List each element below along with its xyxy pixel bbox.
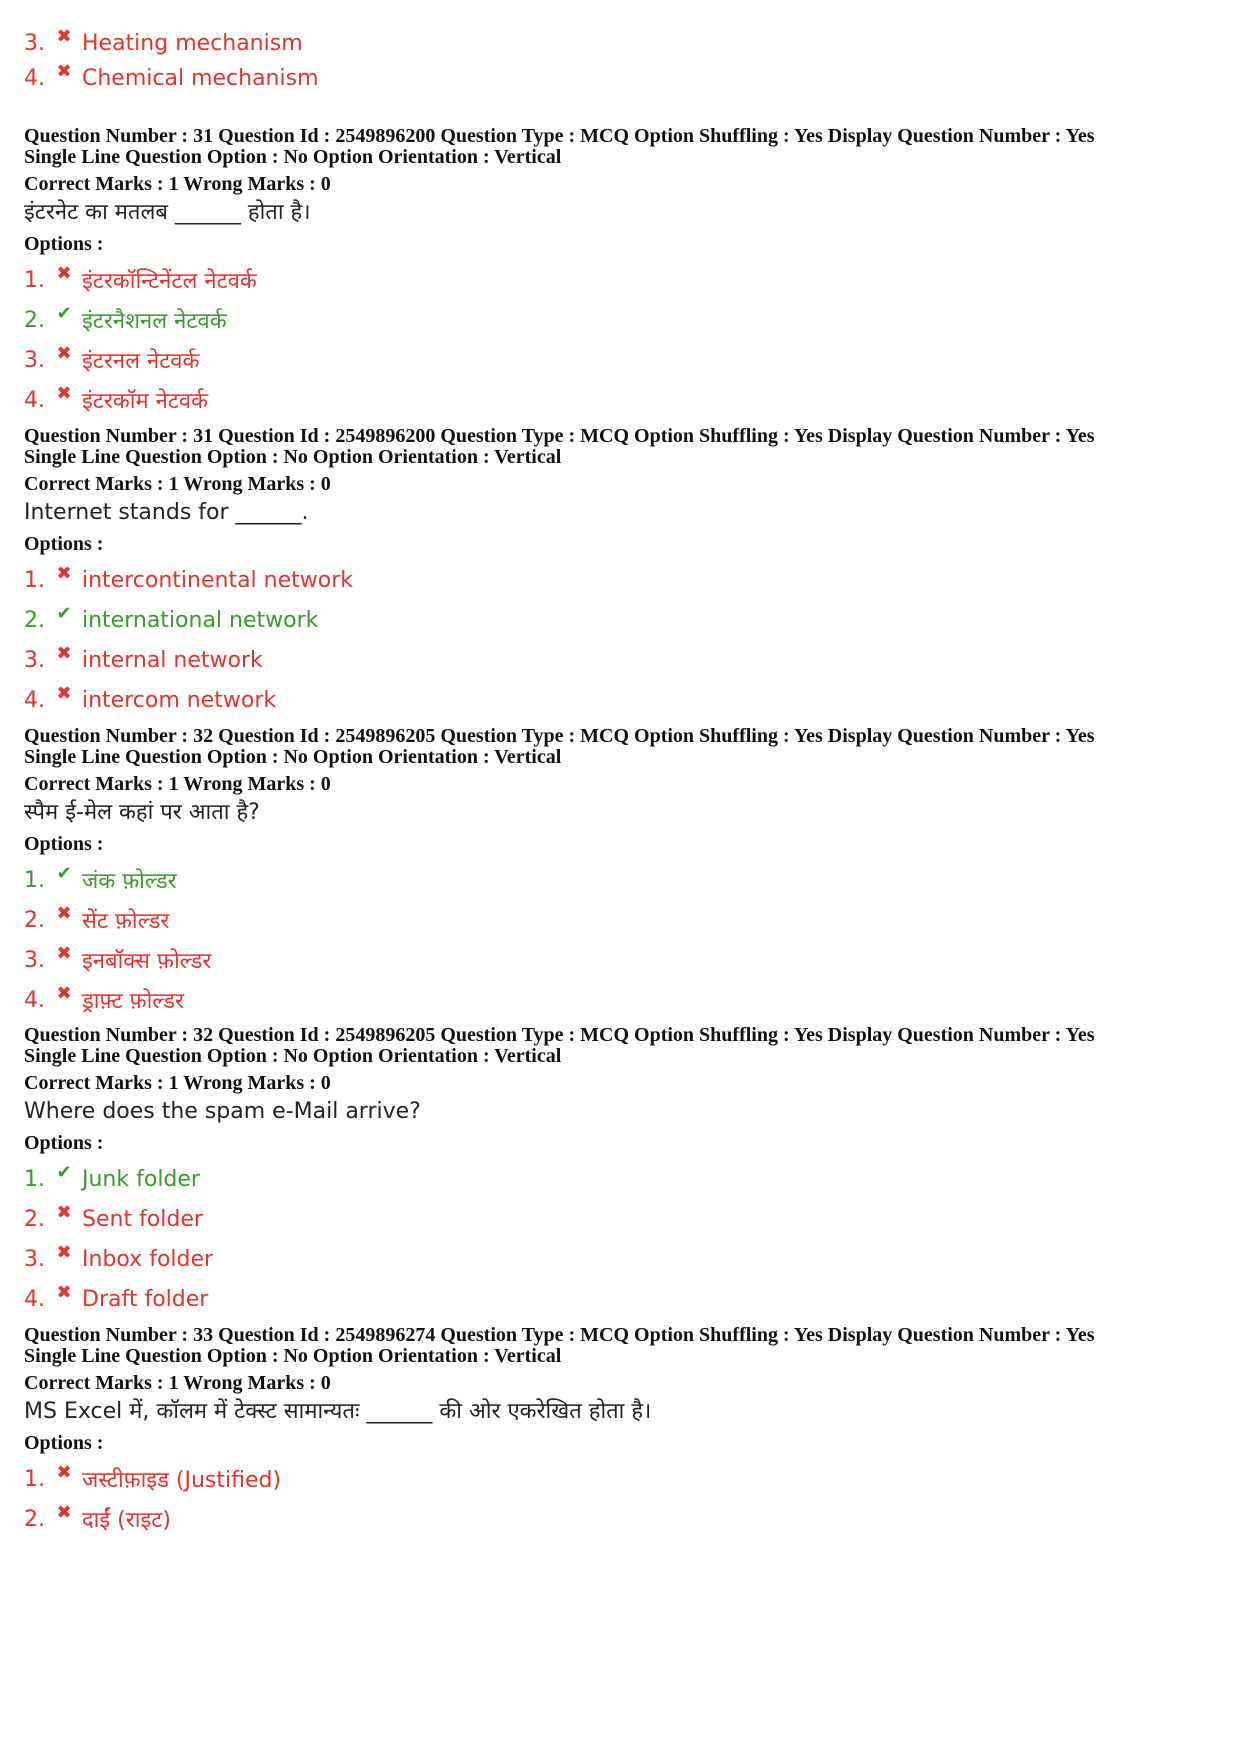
option-row	[24, 1199, 1224, 1239]
check-icon: ✔	[56, 862, 72, 884]
question-meta: Single Line Question Option : No Option Orientation : Vertical	[24, 1345, 562, 1367]
option-text: इंटरकॉम नेटवर्क	[82, 389, 209, 414]
cross-icon: ✖	[56, 642, 72, 664]
question-meta: Question Number : 32 Question Id : 2549896205 Question Type : MCQ Option Shuffling : Yes Display Question Number : Yes	[24, 725, 1095, 747]
question-meta: Single Line Question Option : No Option Orientation : Vertical	[24, 1045, 562, 1067]
cross-icon: ✖	[56, 1501, 72, 1523]
option-text: intercom network	[82, 687, 277, 713]
option-text: सेंट फ़ोल्डर	[82, 909, 170, 934]
option-row	[24, 300, 1224, 340]
question-marks: Correct Marks : 1 Wrong Marks : 0	[24, 173, 331, 195]
option-number: 3.	[24, 30, 45, 56]
question-block	[24, 1325, 1224, 1539]
option-number: 1.	[24, 267, 45, 293]
options-list	[24, 260, 1224, 420]
option-row	[24, 860, 1224, 900]
options-label: Options :	[24, 1132, 104, 1154]
question-text: Internet stands for ______.	[24, 500, 309, 525]
options-list	[24, 560, 1224, 720]
options-label: Options :	[24, 1432, 104, 1454]
cross-icon: ✖	[56, 902, 72, 924]
option-text: इंटरनल नेटवर्क	[82, 349, 200, 374]
question-meta: Question Number : 31 Question Id : 2549896200 Question Type : MCQ Option Shuffling : Yes Display Question Number : Yes	[24, 125, 1095, 147]
option-row	[24, 940, 1224, 980]
cross-icon: ✖	[56, 682, 72, 704]
option-row	[24, 1279, 1224, 1319]
question-meta: Question Number : 31 Question Id : 2549896200 Question Type : MCQ Option Shuffling : Yes Display Question Number : Yes	[24, 425, 1095, 447]
option-row	[24, 600, 1224, 640]
cross-icon: ✖	[56, 562, 72, 584]
question-marks: Correct Marks : 1 Wrong Marks : 0	[24, 773, 331, 795]
cross-icon: ✖	[56, 1241, 72, 1263]
options-list	[24, 1459, 1224, 1539]
option-row	[24, 340, 1224, 380]
option-text: international network	[82, 607, 319, 633]
option-text: Heating mechanism	[82, 30, 303, 56]
question-meta: Single Line Question Option : No Option Orientation : Vertical	[24, 146, 562, 168]
option-number: 2.	[24, 307, 45, 333]
option-number: 2.	[24, 1506, 45, 1532]
option-text: जंक फ़ोल्डर	[82, 869, 177, 894]
question-meta: Question Number : 32 Question Id : 2549896205 Question Type : MCQ Option Shuffling : Yes Display Question Number : Yes	[24, 1024, 1095, 1046]
question-meta: Question Number : 33 Question Id : 2549896274 Question Type : MCQ Option Shuffling : Yes Display Question Number : Yes	[24, 1324, 1095, 1346]
option-row	[24, 380, 1224, 420]
option-row	[24, 1499, 1224, 1539]
option-row	[24, 900, 1224, 940]
cross-icon: ✖	[56, 1281, 72, 1303]
option-row	[24, 1159, 1224, 1199]
question-block	[24, 726, 1224, 1020]
option-number: 2.	[24, 907, 45, 933]
option-text: इंटरकॉन्टिनेंटल नेटवर्क	[82, 269, 257, 294]
cross-icon: ✖	[56, 942, 72, 964]
option-row	[24, 980, 1224, 1020]
question-block	[24, 426, 1224, 720]
option-text: Inbox folder	[82, 1246, 214, 1272]
option-row	[24, 260, 1224, 300]
option-text: दाईं (राइट)	[82, 1508, 171, 1533]
option-number: 3.	[24, 1246, 45, 1272]
option-number: 4.	[24, 387, 45, 413]
check-icon: ✔	[56, 1161, 72, 1183]
question-block	[24, 1025, 1224, 1319]
option-row	[24, 25, 303, 58]
cross-icon: ✖	[56, 342, 72, 364]
option-number: 1.	[24, 1166, 45, 1192]
question-meta: Single Line Question Option : No Option Orientation : Vertical	[24, 746, 562, 768]
option-number: 4.	[24, 687, 45, 713]
question-block	[24, 126, 1224, 420]
check-icon: ✔	[56, 302, 72, 324]
option-row	[24, 1239, 1224, 1279]
cross-icon: ✖	[56, 25, 72, 47]
cross-icon: ✖	[56, 60, 72, 82]
options-label: Options :	[24, 833, 104, 855]
cross-icon: ✖	[56, 1461, 72, 1483]
question-text: MS Excel में, कॉलम में टेक्स्ट सामान्यतः ______ की ओर एकरेखित होता है।	[24, 1399, 652, 1424]
option-row	[24, 680, 1224, 720]
option-number: 1.	[24, 1466, 45, 1492]
option-number: 4.	[24, 1286, 45, 1312]
option-number: 3.	[24, 347, 45, 373]
option-number: 2.	[24, 1206, 45, 1232]
option-row	[24, 640, 1224, 680]
option-number: 3.	[24, 947, 45, 973]
option-number: 3.	[24, 647, 45, 673]
question-text: इंटरनेट का मतलब ______ होता है।	[24, 200, 311, 225]
question-text: स्पैम ई-मेल कहां पर आता है?	[24, 800, 260, 825]
question-marks: Correct Marks : 1 Wrong Marks : 0	[24, 1072, 331, 1094]
option-number: 4.	[24, 65, 45, 91]
options-list	[24, 860, 1224, 1020]
options-list	[24, 1159, 1224, 1319]
option-text: Junk folder	[82, 1166, 200, 1192]
option-text: इनबॉक्स फ़ोल्डर	[82, 949, 212, 974]
check-icon: ✔	[56, 602, 72, 624]
option-number: 1.	[24, 867, 45, 893]
option-number: 1.	[24, 567, 45, 593]
option-row	[24, 560, 1224, 600]
question-meta: Single Line Question Option : No Option Orientation : Vertical	[24, 446, 562, 468]
option-number: 2.	[24, 607, 45, 633]
option-text: Sent folder	[82, 1206, 203, 1232]
question-text: Where does the spam e-Mail arrive?	[24, 1099, 421, 1124]
cross-icon: ✖	[56, 1201, 72, 1223]
question-marks: Correct Marks : 1 Wrong Marks : 0	[24, 1372, 331, 1394]
option-number: 4.	[24, 987, 45, 1013]
option-text: intercontinental network	[82, 567, 353, 593]
option-row	[24, 60, 319, 93]
option-text: ड्राफ़्ट फ़ोल्डर	[82, 989, 185, 1014]
options-label: Options :	[24, 233, 104, 255]
cross-icon: ✖	[56, 262, 72, 284]
option-text: जस्टीफ़ाइड (Justified)	[82, 1468, 282, 1493]
option-text: इंटरनैशनल नेटवर्क	[82, 309, 227, 334]
options-label: Options :	[24, 533, 104, 555]
cross-icon: ✖	[56, 382, 72, 404]
cross-icon: ✖	[56, 982, 72, 1004]
option-text: Chemical mechanism	[82, 65, 319, 91]
option-text: Draft folder	[82, 1286, 209, 1312]
option-text: internal network	[82, 647, 263, 673]
question-marks: Correct Marks : 1 Wrong Marks : 0	[24, 473, 331, 495]
option-row	[24, 1459, 1224, 1499]
